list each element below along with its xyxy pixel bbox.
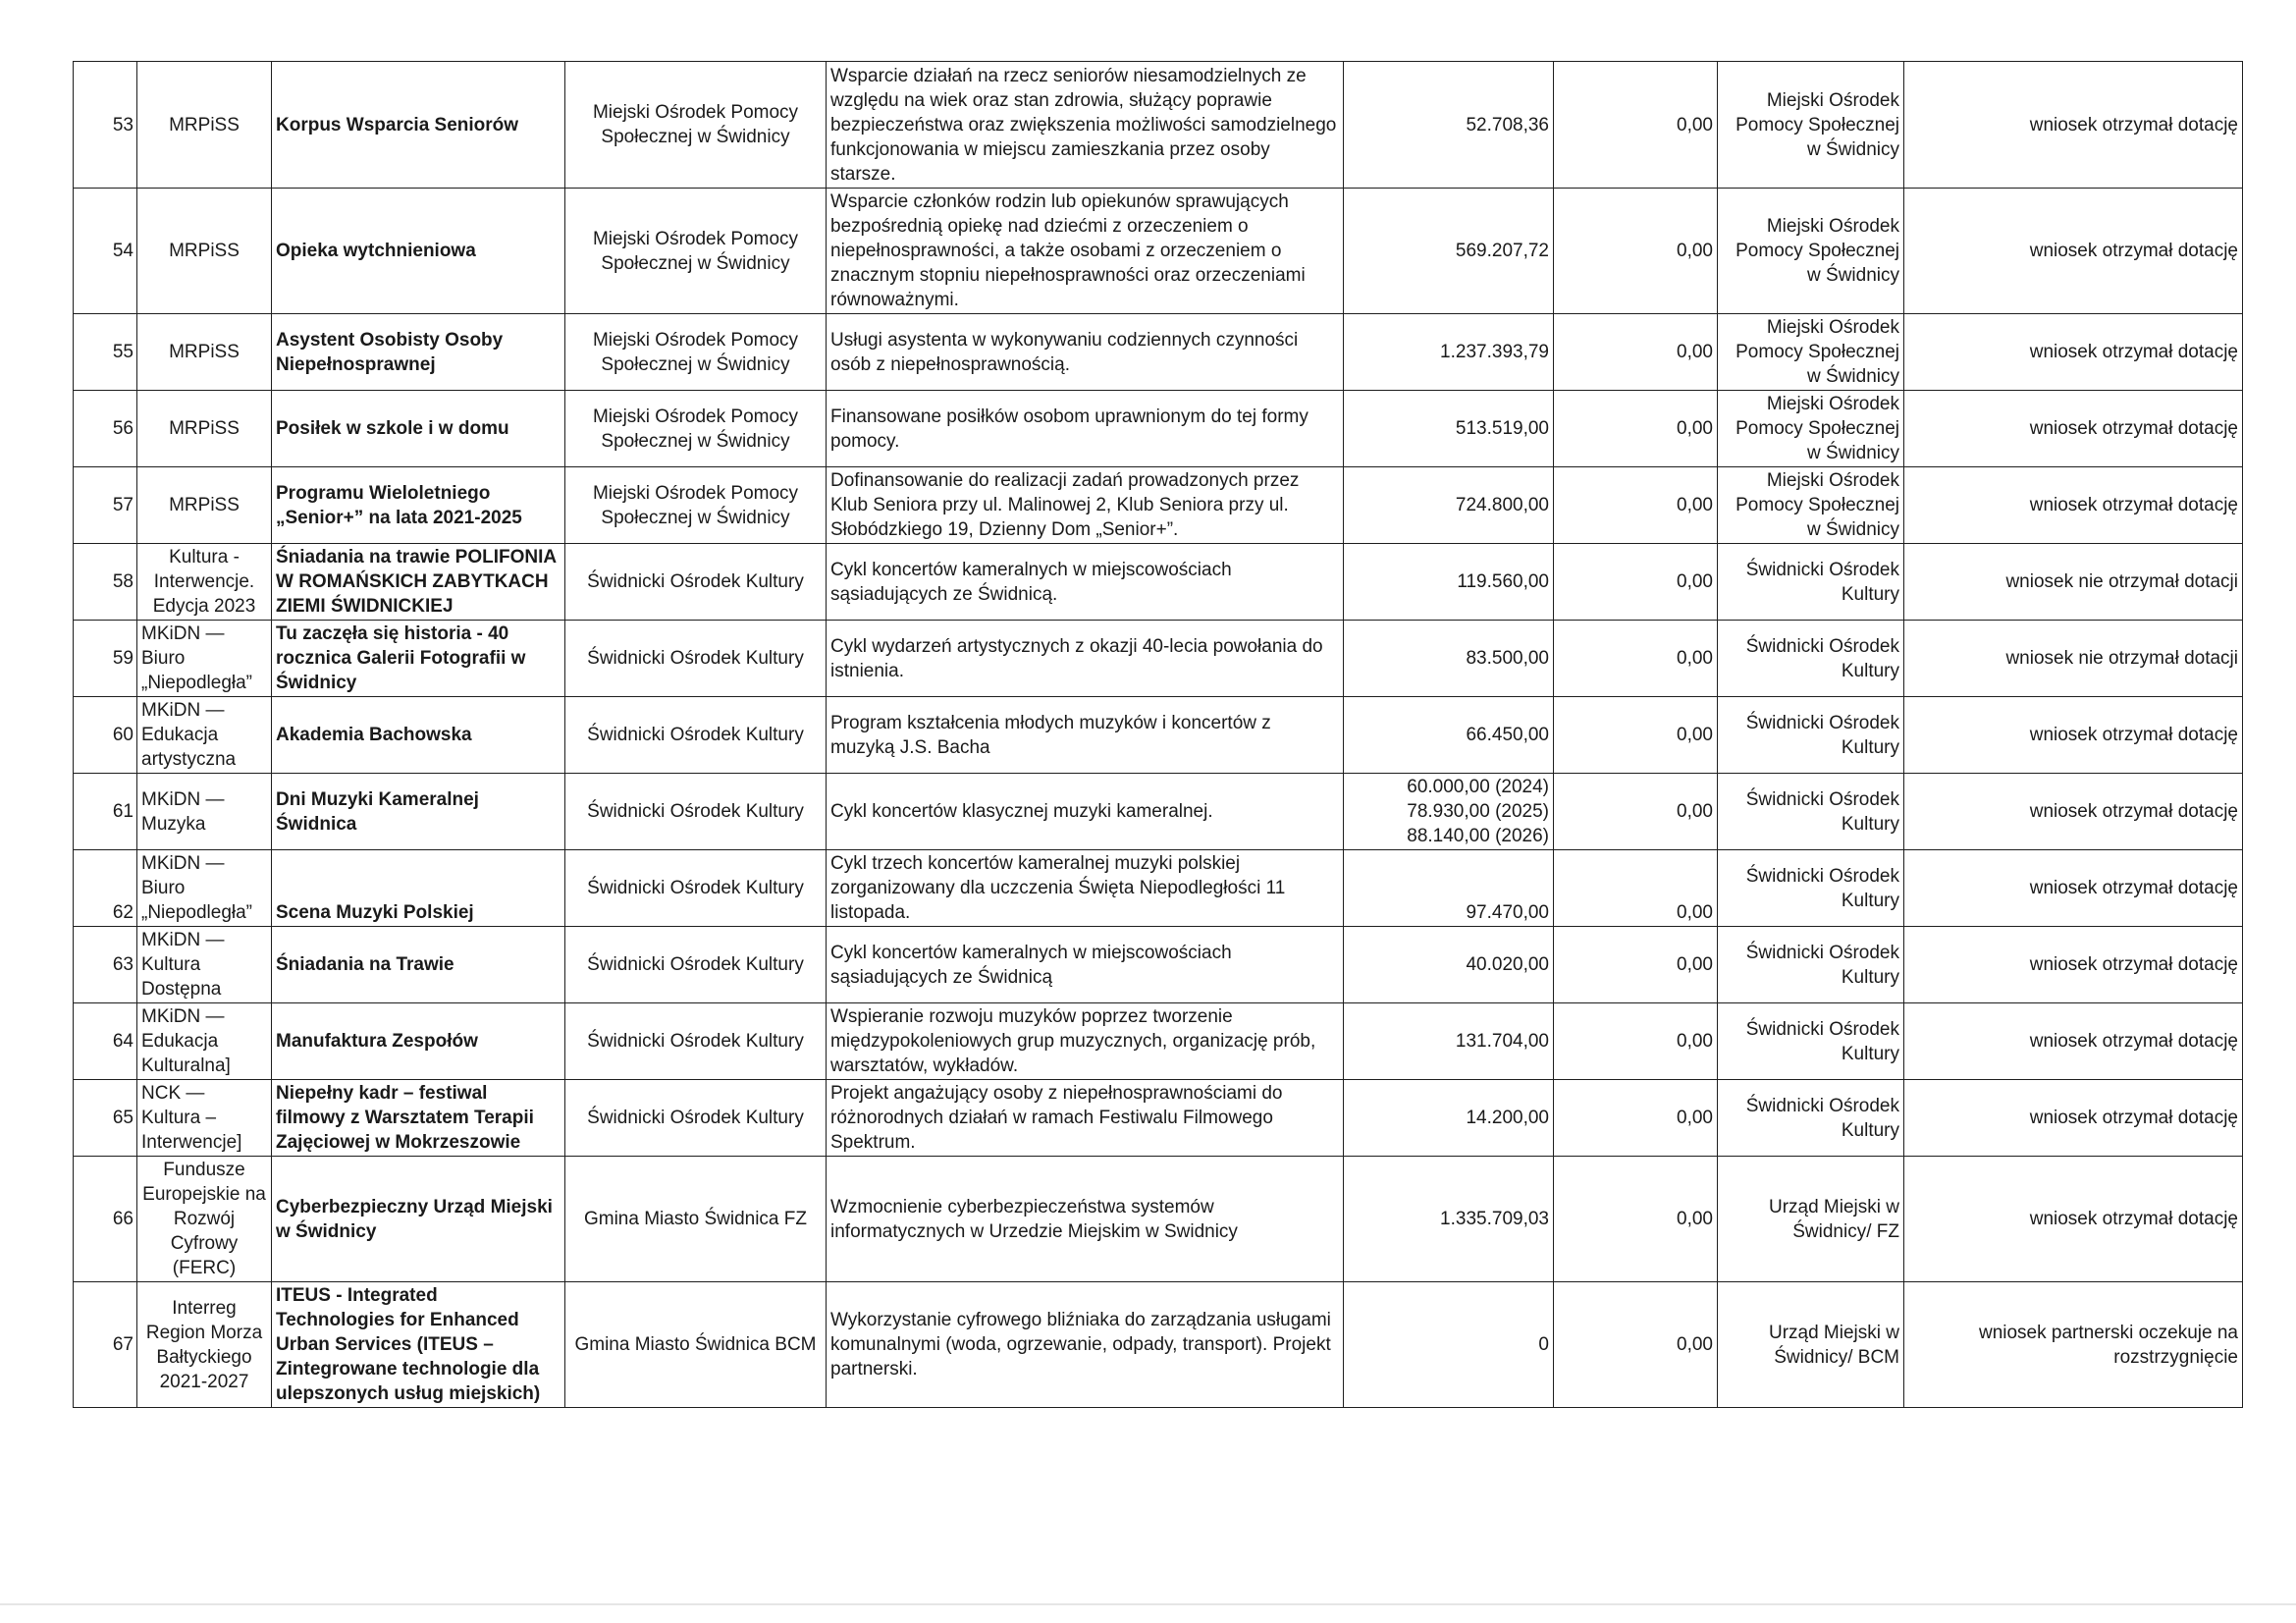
page-edge-divider [0,1603,2296,1605]
row-number-cell: 62 [74,850,137,927]
project-title-cell: Cyberbezpieczny Urząd Miejski w Świdnicy [272,1157,565,1282]
project-title-cell: Korpus Wsparcia Seniorów [272,62,565,189]
table-row [74,189,2243,314]
implementer-cell: Świdnicki Ośrodek Kultury [1718,927,1904,1003]
project-title-cell: Asystent Osobisty Osoby Niepełnosprawnej [272,314,565,391]
application-status-cell: wniosek nie otrzymał dotacji [1904,621,2243,697]
implementer-cell: Świdnicki Ośrodek Kultury [1718,621,1904,697]
project-description-cell: Cykl koncertów klasycznej muzyki kameralnej. [827,774,1344,850]
row-number-cell: 59 [74,621,137,697]
application-status-cell: wniosek otrzymał dotację [1904,850,2243,927]
project-description-cell: Dofinansowanie do realizacji zadań prowadzonych przez Klub Seniora przy ul. Malinowej 2, Klub Seniora przy ul. Słobódzkiego 19, Dzienny Dom „Senior+”. [827,467,1344,544]
grant-amount-cell: 40.020,00 [1344,927,1554,1003]
grant-amount-cell: 513.519,00 [1344,391,1554,467]
own-contribution-cell: 0,00 [1554,850,1718,927]
program-name-cell: NCK — Kultura – Interwencje] [137,1080,272,1157]
row-number-cell: 67 [74,1282,137,1408]
implementer-cell: Miejski Ośrodek Pomocy Społecznej w Świdnicy [1718,314,1904,391]
grant-amount-cell: 1.335.709,03 [1344,1157,1554,1282]
grant-amount-cell: 52.708,36 [1344,62,1554,189]
implementer-cell: Miejski Ośrodek Pomocy Społecznej w Świdnicy [1718,391,1904,467]
program-name-cell: MRPiSS [137,62,272,189]
application-status-cell: wniosek otrzymał dotację [1904,697,2243,774]
grants-table [73,61,2243,1408]
grant-amount-cell: 14.200,00 [1344,1080,1554,1157]
applicant-cell: Miejski Ośrodek Pomocy Społecznej w Świdnicy [565,391,827,467]
project-description-cell: Usługi asystenta w wykonywaniu codziennych czynności osób z niepełnosprawnością. [827,314,1344,391]
program-name-cell: MKiDN — Biuro „Niepodległa” [137,621,272,697]
row-number-cell: 56 [74,391,137,467]
application-status-cell: wniosek partnerski oczekuje na rozstrzygnięcie [1904,1282,2243,1408]
application-status-cell: wniosek otrzymał dotację [1904,1157,2243,1282]
grant-amount-cell: 66.450,00 [1344,697,1554,774]
applicant-cell: Miejski Ośrodek Pomocy Społecznej w Świdnicy [565,62,827,189]
row-number-cell: 63 [74,927,137,1003]
project-description-cell: Cykl wydarzeń artystycznych z okazji 40-lecia powołania do istnienia. [827,621,1344,697]
implementer-cell: Świdnicki Ośrodek Kultury [1718,1080,1904,1157]
program-name-cell: MKiDN — Edukacja Kulturalna] [137,1003,272,1080]
implementer-cell: Świdnicki Ośrodek Kultury [1718,774,1904,850]
project-title-cell: Dni Muzyki Kameralnej Świdnica [272,774,565,850]
applicant-cell: Świdnicki Ośrodek Kultury [565,697,827,774]
implementer-cell: Świdnicki Ośrodek Kultury [1718,544,1904,621]
own-contribution-cell: 0,00 [1554,927,1718,1003]
table-row [74,774,2243,850]
applicant-cell: Świdnicki Ośrodek Kultury [565,927,827,1003]
grant-amount-cell: 119.560,00 [1344,544,1554,621]
program-name-cell: Interreg Region Morza Bałtyckiego 2021-2027 [137,1282,272,1408]
applicant-cell: Miejski Ośrodek Pomocy Społecznej w Świdnicy [565,314,827,391]
table-row [74,1282,2243,1408]
implementer-cell: Miejski Ośrodek Pomocy Społecznej w Świdnicy [1718,189,1904,314]
project-description-cell: Wsparcie członków rodzin lub opiekunów sprawujących bezpośrednią opiekę nad dziećmi z orzeczeniem o niepełnosprawności, a także osobami z orzeczeniem o znacznym stopniu niepełnosprawności oraz orzeczeniami równoważnymi. [827,189,1344,314]
own-contribution-cell: 0,00 [1554,467,1718,544]
project-description-cell: Projekt angażujący osoby z niepełnosprawnościami do różnorodnych działań w ramach Festiwalu Filmowego Spektrum. [827,1080,1344,1157]
program-name-cell: MRPiSS [137,314,272,391]
project-title-cell: Posiłek w szkole i w domu [272,391,565,467]
grant-amount-cell: 0 [1344,1282,1554,1408]
project-title-cell: Programu Wieloletniego „Senior+” na lata 2021-2025 [272,467,565,544]
table-row [74,62,2243,189]
table-row [74,1080,2243,1157]
grant-amount-cell: 569.207,72 [1344,189,1554,314]
table-row [74,544,2243,621]
applicant-cell: Gmina Miasto Świdnica BCM [565,1282,827,1408]
row-number-cell: 61 [74,774,137,850]
row-number-cell: 66 [74,1157,137,1282]
project-description-cell: Wykorzystanie cyfrowego bliźniaka do zarządzania usługami komunalnymi (woda, ogrzewanie, odpady, transport). Projekt partnerski. [827,1282,1344,1408]
project-description-cell: Program kształcenia młodych muzyków i koncertów z muzyką J.S. Bacha [827,697,1344,774]
implementer-cell: Świdnicki Ośrodek Kultury [1718,697,1904,774]
table-row [74,1003,2243,1080]
application-status-cell: wniosek otrzymał dotację [1904,1080,2243,1157]
implementer-cell: Urząd Miejski w Świdnicy/ FZ [1718,1157,1904,1282]
application-status-cell: wniosek otrzymał dotację [1904,189,2243,314]
implementer-cell: Świdnicki Ośrodek Kultury [1718,1003,1904,1080]
row-number-cell: 60 [74,697,137,774]
applicant-cell: Świdnicki Ośrodek Kultury [565,850,827,927]
project-description-cell: Wspieranie rozwoju muzyków poprzez tworzenie międzypokoleniowych grup muzycznych, organizację prób, warsztatów, wykładów. [827,1003,1344,1080]
row-number-cell: 64 [74,1003,137,1080]
table-row [74,391,2243,467]
table-row [74,467,2243,544]
project-title-cell: Śniadania na trawie POLIFONIA W ROMAŃSKICH ZABYTKACH ZIEMI ŚWIDNICKIEJ [272,544,565,621]
row-number-cell: 54 [74,189,137,314]
grant-amount-cell: 131.704,00 [1344,1003,1554,1080]
grant-amount-cell: 1.237.393,79 [1344,314,1554,391]
grant-amount-cell: 60.000,00 (2024) 78.930,00 (2025) 88.140,00 (2026) [1344,774,1554,850]
own-contribution-cell: 0,00 [1554,544,1718,621]
application-status-cell: wniosek nie otrzymał dotacji [1904,544,2243,621]
applicant-cell: Świdnicki Ośrodek Kultury [565,544,827,621]
project-description-cell: Wzmocnienie cyberbezpieczeństwa systemów informatycznych w Urzedzie Miejskim w Swidnicy [827,1157,1344,1282]
applicant-cell: Miejski Ośrodek Pomocy Społecznej w Świdnicy [565,189,827,314]
project-title-cell: ITEUS - Integrated Technologies for Enhanced Urban Services (ITEUS – Zintegrowane technologie dla ulepszonych usług miejskich) [272,1282,565,1408]
row-number-cell: 53 [74,62,137,189]
project-title-cell: Opieka wytchnieniowa [272,189,565,314]
own-contribution-cell: 0,00 [1554,1080,1718,1157]
program-name-cell: Kultura - Interwencje. Edycja 2023 [137,544,272,621]
table-row [74,850,2243,927]
own-contribution-cell: 0,00 [1554,1157,1718,1282]
grant-amount-cell: 724.800,00 [1344,467,1554,544]
project-title-cell: Scena Muzyki Polskiej [272,850,565,927]
table-row [74,1157,2243,1282]
program-name-cell: MKiDN — Biuro „Niepodległa” [137,850,272,927]
program-name-cell: MKiDN — Kultura Dostępna [137,927,272,1003]
application-status-cell: wniosek otrzymał dotację [1904,1003,2243,1080]
row-number-cell: 55 [74,314,137,391]
own-contribution-cell: 0,00 [1554,621,1718,697]
program-name-cell: MKiDN — Muzyka [137,774,272,850]
own-contribution-cell: 0,00 [1554,1003,1718,1080]
table-row [74,697,2243,774]
applicant-cell: Świdnicki Ośrodek Kultury [565,1080,827,1157]
applicant-cell: Miejski Ośrodek Pomocy Społecznej w Świdnicy [565,467,827,544]
application-status-cell: wniosek otrzymał dotację [1904,927,2243,1003]
program-name-cell: MKiDN — Edukacja artystyczna [137,697,272,774]
project-title-cell: Akademia Bachowska [272,697,565,774]
own-contribution-cell: 0,00 [1554,697,1718,774]
project-title-cell: Tu zaczęła się historia - 40 rocznica Galerii Fotografii w Świdnicy [272,621,565,697]
row-number-cell: 65 [74,1080,137,1157]
project-title-cell: Niepełny kadr – festiwal filmowy z Warsztatem Terapii Zajęciowej w Mokrzeszowie [272,1080,565,1157]
row-number-cell: 58 [74,544,137,621]
application-status-cell: wniosek otrzymał dotację [1904,314,2243,391]
applicant-cell: Świdnicki Ośrodek Kultury [565,621,827,697]
implementer-cell: Urząd Miejski w Świdnicy/ BCM [1718,1282,1904,1408]
program-name-cell: MRPiSS [137,467,272,544]
applicant-cell: Gmina Miasto Świdnica FZ [565,1157,827,1282]
program-name-cell: MRPiSS [137,391,272,467]
table-body [74,62,2243,1408]
grant-amount-cell: 97.470,00 [1344,850,1554,927]
project-description-cell: Cykl trzech koncertów kameralnej muzyki polskiej zorganizowany dla uczczenia Święta Niepodległości 11 listopada. [827,850,1344,927]
own-contribution-cell: 0,00 [1554,1282,1718,1408]
application-status-cell: wniosek otrzymał dotację [1904,774,2243,850]
table-row [74,314,2243,391]
implementer-cell: Świdnicki Ośrodek Kultury [1718,850,1904,927]
row-number-cell: 57 [74,467,137,544]
program-name-cell: Fundusze Europejskie na Rozwój Cyfrowy (FERC) [137,1157,272,1282]
project-description-cell: Cykl koncertów kameralnych w miejscowościach sąsiadujących ze Świdnicą [827,927,1344,1003]
implementer-cell: Miejski Ośrodek Pomocy Społecznej w Świdnicy [1718,467,1904,544]
own-contribution-cell: 0,00 [1554,774,1718,850]
own-contribution-cell: 0,00 [1554,62,1718,189]
implementer-cell: Miejski Ośrodek Pomocy Społecznej w Świdnicy [1718,62,1904,189]
project-title-cell: Manufaktura Zespołów [272,1003,565,1080]
applicant-cell: Świdnicki Ośrodek Kultury [565,774,827,850]
applicant-cell: Świdnicki Ośrodek Kultury [565,1003,827,1080]
own-contribution-cell: 0,00 [1554,391,1718,467]
application-status-cell: wniosek otrzymał dotację [1904,62,2243,189]
grant-amount-cell: 83.500,00 [1344,621,1554,697]
table-row [74,621,2243,697]
project-title-cell: Śniadania na Trawie [272,927,565,1003]
own-contribution-cell: 0,00 [1554,314,1718,391]
project-description-cell: Finansowane posiłków osobom uprawnionym do tej formy pomocy. [827,391,1344,467]
project-description-cell: Cykl koncertów kameralnych w miejscowościach sąsiadujących ze Świdnicą. [827,544,1344,621]
table-row [74,927,2243,1003]
program-name-cell: MRPiSS [137,189,272,314]
own-contribution-cell: 0,00 [1554,189,1718,314]
project-description-cell: Wsparcie działań na rzecz seniorów niesamodzielnych ze względu na wiek oraz stan zdrowia, służący poprawie bezpieczeństwa oraz zwiększenia możliwości samodzielnego funkcjonowania w miejscu zamieszkania przez osoby starsze. [827,62,1344,189]
application-status-cell: wniosek otrzymał dotację [1904,391,2243,467]
application-status-cell: wniosek otrzymał dotację [1904,467,2243,544]
